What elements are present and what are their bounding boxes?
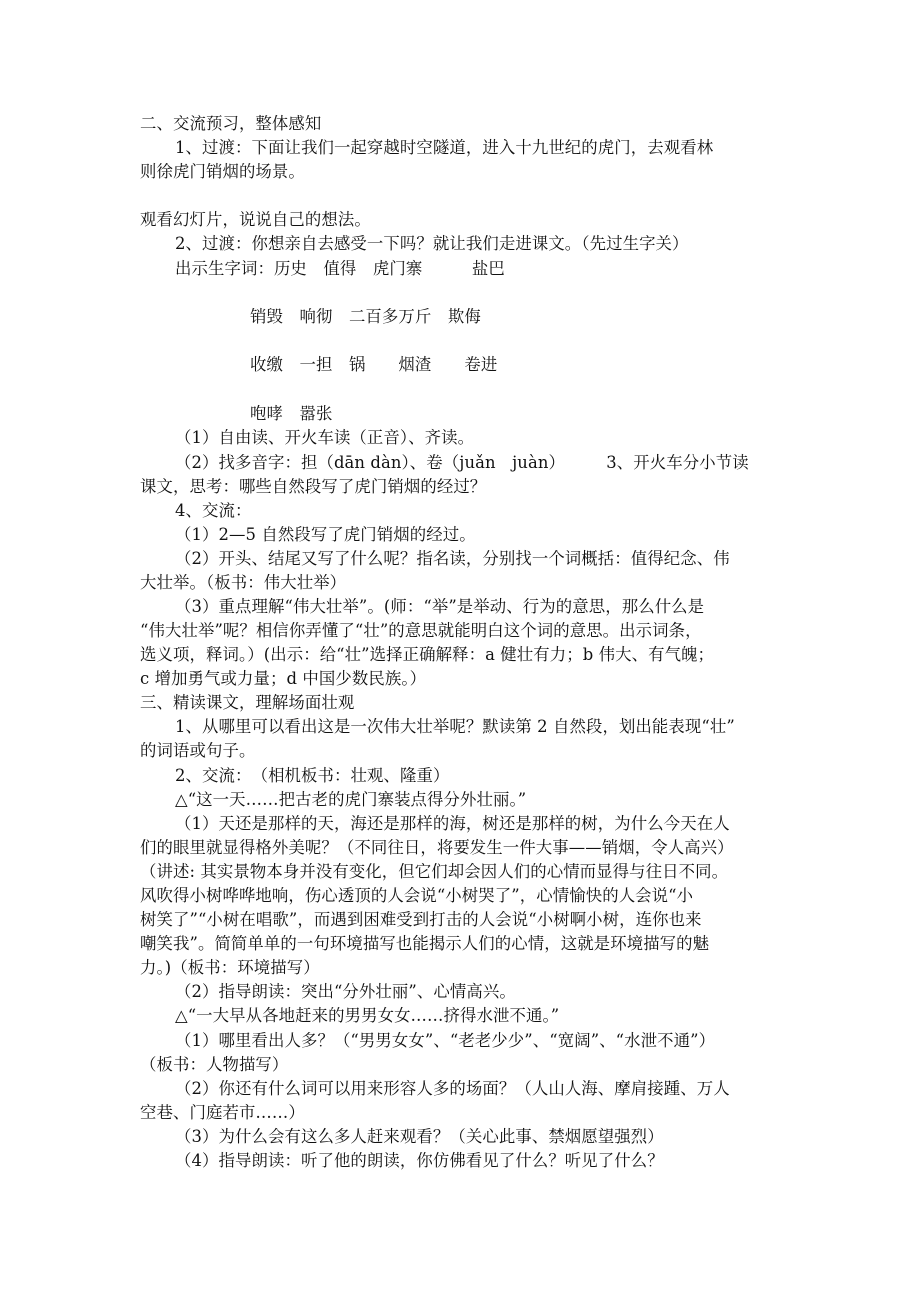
quote-line: △“这一天……把古老的虎门寨装点得分外壮丽。” (175, 790, 527, 809)
text-line: 力。)（板书：环境描写） (140, 958, 320, 977)
text-line: 4、交流： (175, 501, 252, 520)
vocab-line: 出示生字词：历史 值得 虎门寨 盐巴 (175, 259, 505, 278)
text-line: （4）指导朗读：听了他的朗读，你仿佛看见了什么？听见了什么？ (175, 1151, 664, 1170)
section-heading-2: 二、交流预习，整体感知 (140, 114, 322, 133)
vocab-line: 销毁 响彻 二百多万斤 欺侮 (250, 307, 481, 326)
section-heading-3: 三、精读课文，理解场面壮观 (140, 693, 355, 712)
text-line: （3）重点理解“伟大壮举”。(师：“举”是举动、行为的意思，那么什么是 (175, 597, 705, 616)
vocab-line: 收缴 一担 锅 烟渣 卷进 (250, 355, 498, 374)
text-line: （2）找多音字：担（dān dàn）、卷（juǎn juàn） 3、开火车分小节读 (175, 453, 749, 472)
text-line: 大壮举。（板书：伟大壮举） (140, 573, 347, 592)
text-line: “伟大壮举”呢？相信你弄懂了“壮”的意思就能明白这个词的意思。出示词条， (140, 621, 702, 640)
text-line: （讲述: 其实景物本身并没有变化，但它们却会因人们的心情而显得与往日不同。 (140, 862, 729, 881)
text-line: 的词语或句子。 (140, 741, 256, 760)
text-line: 风吹得小树哗哗地响，伤心透顶的人会说“小树哭了”，心情愉快的人会说“小 (140, 886, 694, 905)
text-line: （3）为什么会有这么多人赶来观看？（关心此事、禁烟愿望强烈） (175, 1127, 664, 1146)
text-line: 选义项，释词。）(出示：给“壮”选择正确解释：a 健壮有力；b 伟大、有气魄； (140, 645, 715, 664)
quote-line: △“一大早从各地赶来的男男女女……挤得水泄不通。” (175, 1006, 560, 1025)
text-line: 树笑了”“小树在唱歌”，而遇到困难受到打击的人会说“小树啊小树，连你也来 (140, 910, 702, 929)
text-line: 们的眼里就显得格外美呢？（不同往日，将要发生一件大事——销烟，令人高兴） (140, 838, 734, 857)
text-line: （2）指导朗读：突出“分外壮丽”、心情高兴。 (175, 982, 516, 1001)
vocab-line: 咆哮 嚣张 (250, 404, 333, 423)
text-line: 则徐虎门销烟的场景。 (140, 162, 305, 181)
text-line: （1）哪里看出人多？（“男男女女”、“老老少少”、“宽阔”、“水泄不通”） (175, 1031, 716, 1050)
text-line: （1）自由读、开火车读（正音）、齐读。 (175, 428, 475, 447)
text-line: 1、从哪里可以看出这是一次伟大壮举呢？默读第 2 自然段，划出能表现“壮” (175, 717, 735, 736)
text-line: 2、交流： （相机板书：壮观、隆重） (175, 766, 450, 785)
text-line: （板书：人物描写） (140, 1055, 289, 1074)
text-line: 空巷、门庭若市……） (140, 1103, 305, 1122)
text-line: （1）天还是那样的天，海还是那样的海，树还是那样的树，为什么今天在人 (175, 814, 730, 833)
text-line: （1）2—5 自然段写了虎门销烟的经过。 (175, 525, 476, 544)
text-line: 2、过渡：你想亲自去感受一下吗？就让我们走进课文。（先过生字关） (175, 234, 689, 253)
text-line: （2）开头、结尾又写了什么呢？指名读，分别找一个词概括：值得纪念、伟 (175, 549, 730, 568)
text-line: 观看幻灯片，说说自己的想法。 (140, 210, 371, 229)
text-line: 1、过渡：下面让我们一起穿越时空隧道，进入十九世纪的虎门，去观看林 (175, 138, 714, 157)
text-line: （2）你还有什么词可以用来形容人多的场面？（人山人海、摩肩接踵、万人 (175, 1079, 730, 1098)
text-line: 课文，思考：哪些自然段写了虎门销烟的经过？ (140, 477, 487, 496)
text-line: 嘲笑我”。简简单单的一句环境描写也能揭示人们的心情，这就是环境描写的魅 (140, 934, 710, 953)
text-line: c 增加勇气或力量；d 中国少数民族。） (140, 669, 427, 688)
